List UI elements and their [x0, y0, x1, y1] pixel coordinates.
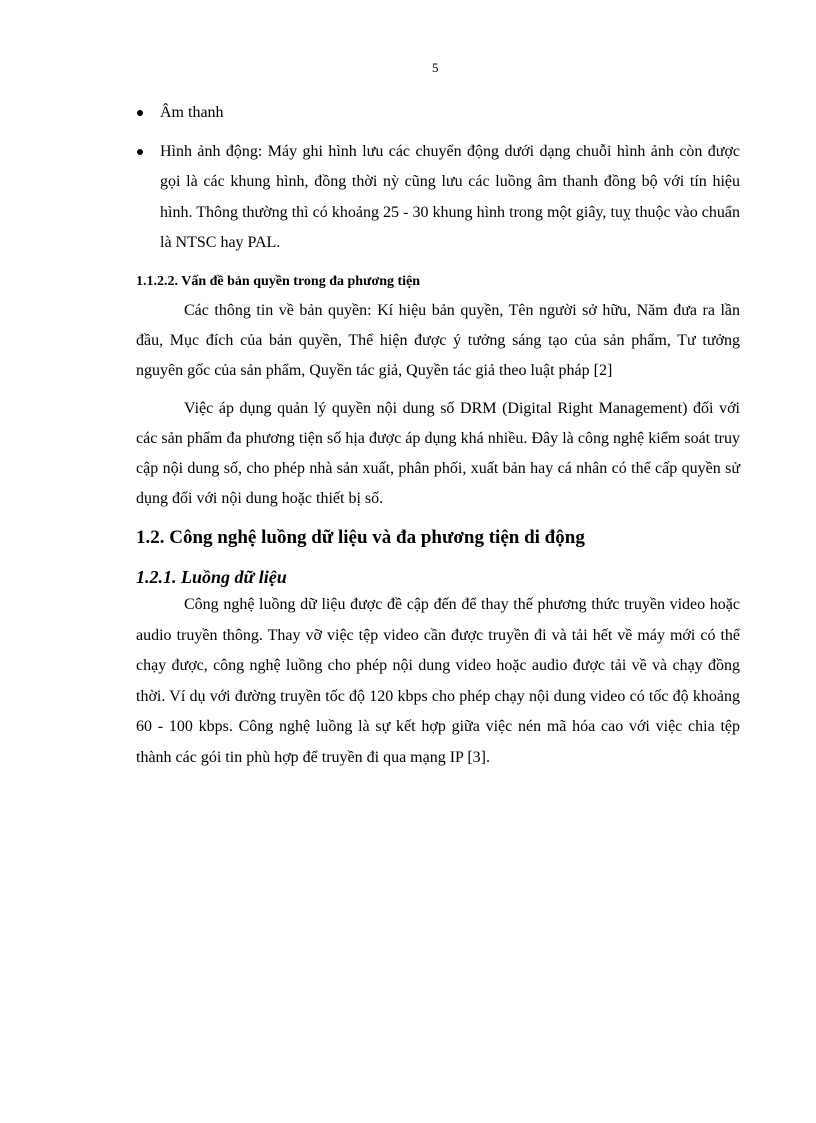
bullet-text: Âm thanh: [160, 104, 224, 121]
bullet-item-audio: [136, 98, 740, 129]
section-heading-121: 1.2.1. Luồng dữ liệu: [136, 567, 287, 587]
bullet-icon: [137, 110, 143, 116]
section-heading-1122: 1.1.2.2. Vấn đề bản quyền trong đa phương tiện: [136, 274, 421, 289]
copyright-info-paragraph: Các thông tin về bản quyền: Kí hiệu bản quyền, Tên người sở hữu, Năm đưa ra lần đầu, Mục đích của bản quyền, Thể hiện được ý tưởng sáng tạo của sản phẩm, Tư tưởng nguyên gốc của sản phẩm, Quyền tác giả, Quyền tác giả theo luật pháp [2]: [136, 302, 740, 379]
section-heading-12: 1.2. Công nghệ luồng dữ liệu và đa phương tiện di động: [136, 527, 585, 548]
bullet-list: [136, 98, 740, 259]
bullet-icon: [137, 149, 143, 155]
page-number: 5: [432, 60, 439, 75]
streaming-paragraph: Công nghệ luồng dữ liệu được đề cập đến để thay thế phương thức truyền video hoặc audio truyền thông. Thay vỡ việc tệp video cần được truyền đi và tải hết về máy mới có thể chạy được, công nghệ luồng cho phép nội dung video hoặc audio được tải về và chạy đồng thời. Ví dụ với đường truyền tốc độ 120 kbps cho phép chạy nội dung video có tốc độ khoảng 60 - 100 kbps. Công nghệ luồng là sự kết hợp giữa việc nén mã hóa cao với việc chia tệp thành các gói tin phù hợp để truyền đi qua mạng IP [3].: [136, 596, 740, 766]
bullet-text: Hình ảnh động: Máy ghi hình lưu các chuyển động dưới dạng chuỗi hình ảnh còn được gọi là các khung hình, đồng thời nỳ cũng lưu các luồng âm thanh đồng bộ với tín hiệu hình. Thông thường thì có khoảng 25 - 30 khung hình trong một giây, tuỵ thuộc vào chuẩn là NTSC hay PAL.: [160, 142, 740, 251]
drm-paragraph: Việc áp dụng quản lý quyền nội dung số DRM (Digital Right Management) đối với các sản phẩm đa phương tiện số hịa được áp dụng khá nhiều. Đây là công nghệ kiểm soát truy cập nội dung số, cho phép nhà sản xuất, phân phối, xuất bản hay cá nhân có thể cấp quyền sử dụng đối với nội dung hoặc thiết bị số.: [136, 400, 740, 507]
bullet-item-video: [136, 137, 740, 259]
